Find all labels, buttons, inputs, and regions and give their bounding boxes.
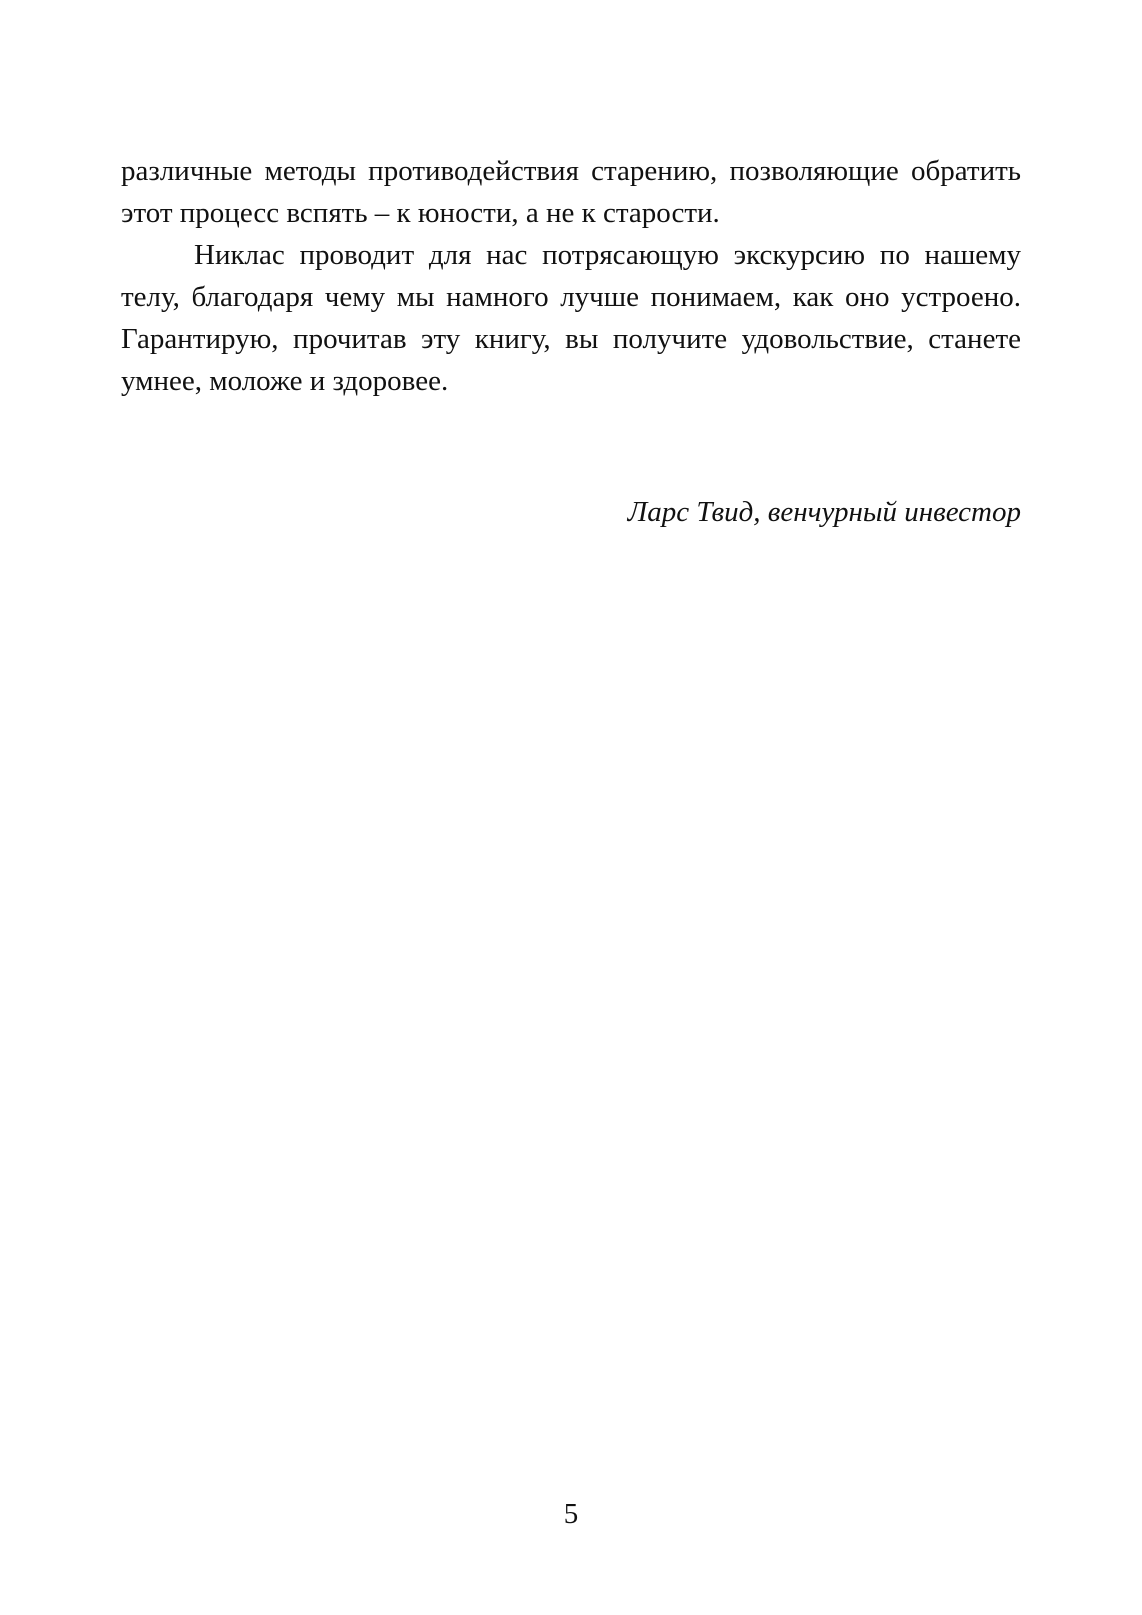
body-text <box>121 150 1021 402</box>
author-signature: Ларс Твид, венчурный инвестор <box>627 496 1021 528</box>
paragraph-continuation: различные методы противодействия старению, позволяющие обратить этот процесс вспять – к юности, а не к старости. <box>121 155 1021 229</box>
page-number: 5 <box>563 1498 579 1530</box>
paragraph-niklas: Никлас проводит для нас потрясающую экскурсию по нашему телу, благодаря чему мы намного лучше понимаем, как оно устроено. Гарантирую, прочитав эту книгу, вы получите удовольствие, станете умнее, моложе и здоровее. <box>121 239 1021 397</box>
